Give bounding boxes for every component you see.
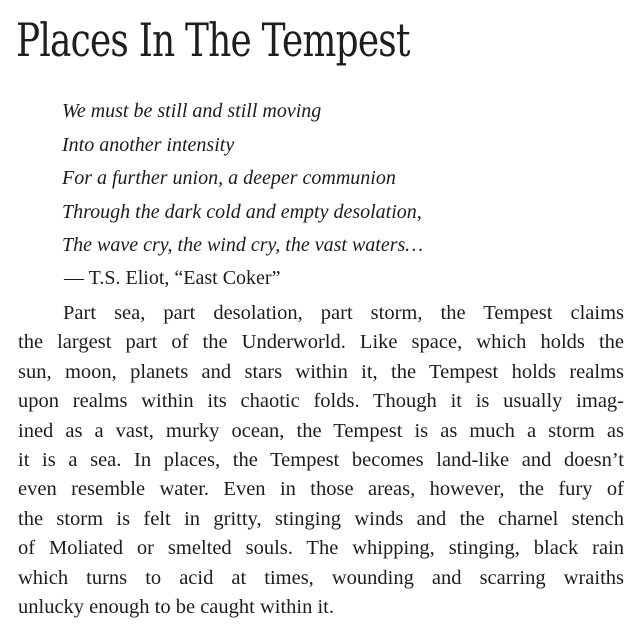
body-line: sun, moon, planets and stars within it, the Tempest holds realms [18, 360, 624, 383]
body-line: it is a sea. In places, the Tempest becomes land-like and doesn’t [18, 448, 624, 471]
body-line: ined as a vast, murky ocean, the Tempest is as much a storm as [18, 419, 624, 442]
epigraph-quote [62, 95, 622, 263]
body-line: even resemble water. Even in those areas, however, the fury of [18, 478, 624, 501]
body-line: upon realms within its chaotic folds. Though it is usually imag- [18, 390, 624, 413]
epigraph-line: Into another intensity [62, 133, 235, 156]
epigraph-line: For a further union, a deeper communion [62, 167, 396, 189]
body-line: the storm is felt in gritty, stinging winds and the charnel stench [18, 507, 624, 530]
body-paragraph [18, 299, 624, 622]
body-line: Part sea, part desolation, part storm, the Tempest claims [63, 302, 624, 324]
body-line: unlucky enough to be caught within it. [18, 595, 334, 618]
epigraph-line: We must be still and still moving [62, 100, 322, 122]
epigraph-attribution: — T.S. Eliot, “East Coker” [64, 267, 281, 289]
body-line: which turns to acid at times, wounding and scarring wraiths [18, 566, 624, 589]
epigraph-line: Through the dark cold and empty desolation, [62, 200, 422, 223]
body-line: of Moliated or smelted souls. The whipping, stinging, black rain [18, 537, 624, 560]
epigraph-line: The wave cry, the wind cry, the vast waters… [62, 234, 424, 256]
body-line: the largest part of the Underworld. Like space, which holds the [18, 331, 624, 354]
section-title: Places In The Tempest [16, 13, 410, 67]
